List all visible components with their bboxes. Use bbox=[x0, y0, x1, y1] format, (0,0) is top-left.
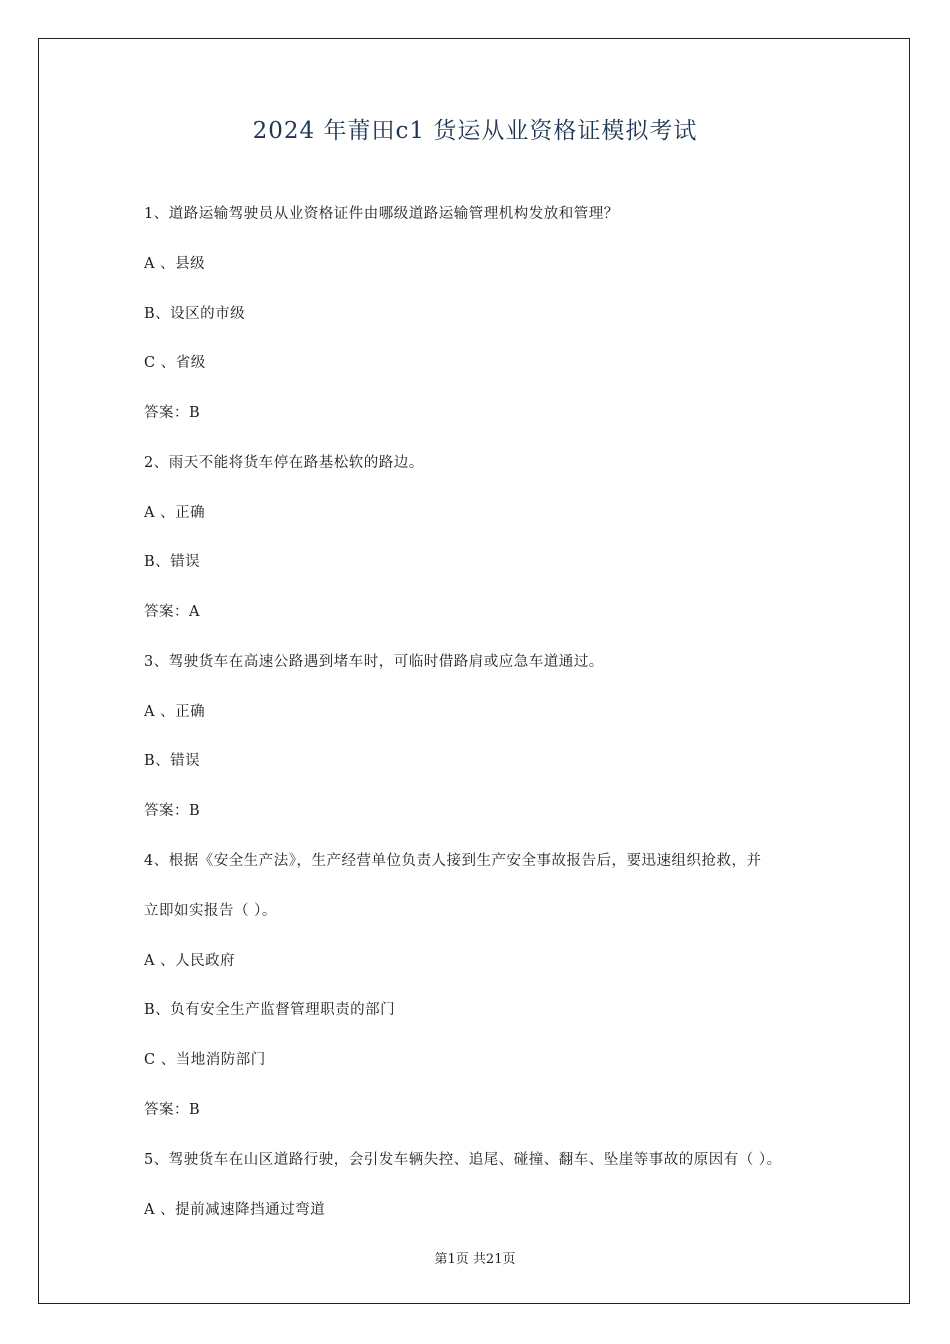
question-3-option-a: A 、正确 bbox=[144, 704, 206, 720]
page-number: 第1页 共21页 bbox=[434, 1252, 516, 1267]
question-4-option-b: B、负有安全生产监督管理职责的部门 bbox=[144, 1002, 396, 1018]
question-3-text: 3、驾驶货车在高速公路遇到堵车时，可临时借路肩或应急车道通过。 bbox=[144, 654, 604, 670]
question-5-text: 5、驾驶货车在山区道路行驶，会引发车辆失控、追尾、碰撞、翻车、坠崖等事故的原因有（ ）。 bbox=[144, 1152, 782, 1168]
question-2-text: 2、雨天不能将货车停在路基松软的路边。 bbox=[144, 455, 424, 471]
document-title: 2024 年莆田c1 货运从业资格证模拟考试 bbox=[252, 118, 698, 144]
question-2-answer: 答案：A bbox=[144, 604, 200, 620]
question-4-answer: 答案：B bbox=[144, 1102, 201, 1118]
question-2-option-b: B、错误 bbox=[144, 554, 201, 570]
question-1-text: 1、道路运输驾驶员从业资格证件由哪级道路运输管理机构发放和管理？ bbox=[144, 206, 619, 222]
question-5-option-a: A 、提前减速降挡通过弯道 bbox=[144, 1202, 326, 1218]
question-4-option-c: C 、当地消防部门 bbox=[144, 1052, 266, 1068]
question-1-option-b: B、设区的市级 bbox=[144, 306, 246, 322]
question-1-answer: 答案：B bbox=[144, 405, 201, 421]
question-1-option-c: C 、省级 bbox=[144, 355, 206, 371]
question-4-text-continued: 立即如实报告（ ）。 bbox=[144, 903, 277, 919]
question-3-answer: 答案：B bbox=[144, 803, 201, 819]
question-4-text: 4、根据《安全生产法》，生产经营单位负责人接到生产安全事故报告后，要迅速组织抢救，并 bbox=[144, 853, 762, 869]
question-4-option-a: A 、人民政府 bbox=[144, 953, 236, 969]
question-2-option-a: A 、正确 bbox=[144, 505, 206, 521]
question-1-option-a: A 、县级 bbox=[144, 256, 206, 272]
question-3-option-b: B、错误 bbox=[144, 753, 201, 769]
